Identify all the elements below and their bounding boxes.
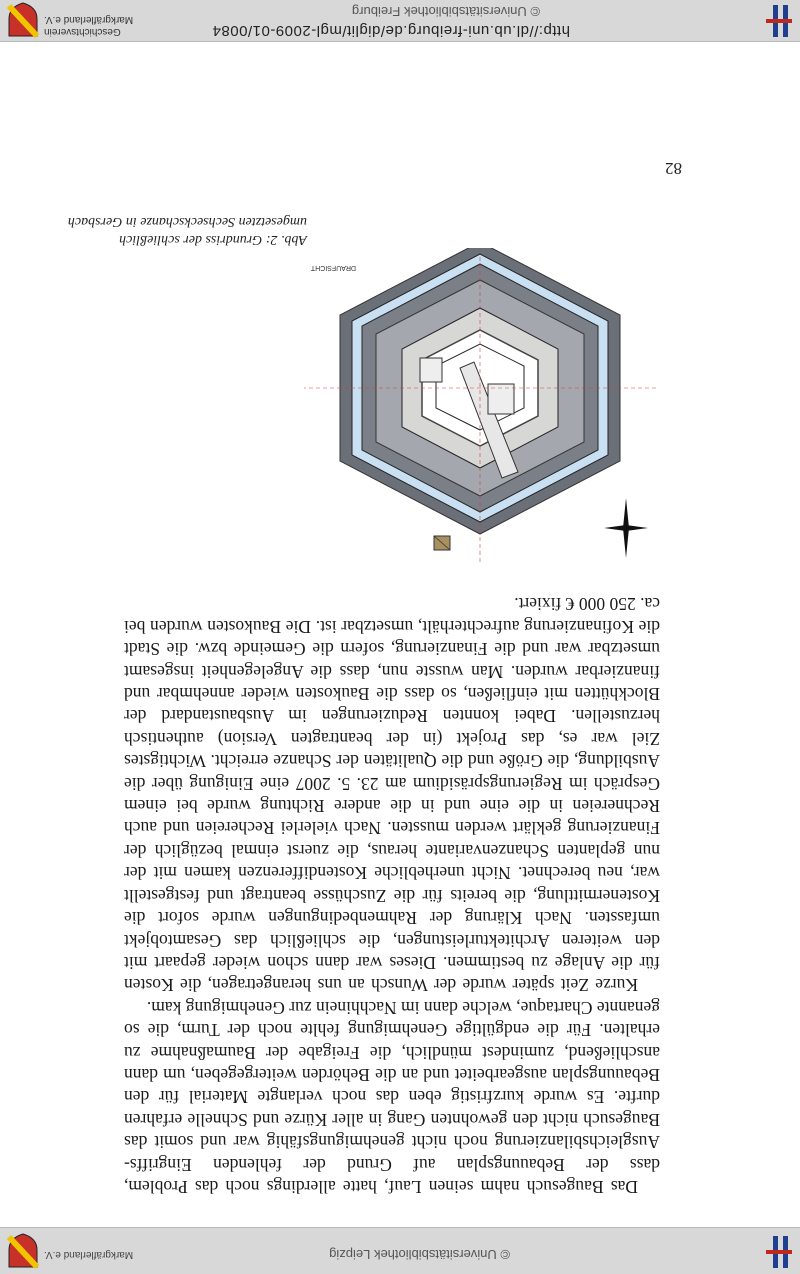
society-name-bottom: Geschichtsverein Markgräflerland e.V. [44, 14, 134, 37]
compass-icon [604, 498, 648, 558]
document-url[interactable]: http://dl.ub.uni-freiburg.de/diglit/mgl-2009-01/0084 [212, 22, 570, 39]
library-copyright-bottom: © Universitätsbibliothek Freiburg [351, 4, 540, 19]
university-library-logo-icon [756, 1, 796, 41]
university-library-logo-icon [756, 1232, 796, 1272]
figure-caption: Abb. 2: Grundriss der schließlich umgesetzten Sechseckschanze in Gersbach [67, 214, 307, 247]
society-crest-icon [6, 1232, 40, 1270]
body-text [124, 593, 660, 1198]
library-footer-bar [0, 0, 800, 42]
page-number: 82 [665, 159, 682, 178]
plan-label: DRAUFSICHT [310, 264, 356, 271]
scale-legend-icon [434, 536, 450, 550]
paragraph-2: Kurze Zeit später wurde der Wunsch an uns herangetragen, die Kosten für die Anlage zu bestimmen. Dieses war dann schon wieder gepaart mit den weiteren Architekturleistungen, die schließlich das Gesamtobjekt umfassten. Nach Klärung der Rahmenbedingungen wurde sofort die Kostenermittlung, die bereits für die Zuschüsse beantragt und festgestellt war, neu berechnet. Nicht unerhebliche Kostendifferenzen kamen mit der nun geplanten Schanzenvariante heraus, die zuerst einmal bezüglich der Finanzierung geklärt werden mussten. Nach vielerlei Rechereien und auch Rechnereien in die eine und in die andere Richtung wurde bei einem Gespräch im Regierungspräsidium am 23. 5. 2007 eine Einigung über die Ausbildung, die Größe und die Qualitäten der Schanze erreicht. Wichtigstes Ziel war es, das Projekt (in der beantragten Version) authentisch herzustellen. Dabei konnten Reduzierungen im Ausbaustandard der Blockhütten mit einfließen, so dass die Baukosten wieder annehmbar und finanzierbar wurden. Man wusste nun, dass die Angelegenheit insgesamt umsetzbar war und die Finanzierung, sofern die Gemeinde bzw. die Stadt die Kofinanzierung aufrechterhält, umsetzbar ist. Die Baukosten wurden bei ca. 250 000 € fixiert. [124, 594, 660, 996]
library-header-bar [0, 1227, 800, 1274]
society-crest-icon [6, 1, 40, 39]
hexagon-fort-plan [300, 248, 660, 568]
society-name-top: Markgräflerland e.V. [44, 1249, 134, 1260]
library-copyright-top: © Universitätsbibliothek Leipzig [329, 1247, 510, 1262]
paragraph-1: Das Baugesuch nahm seinen Lauf, hatte allerdings noch das Problem, dass der Bebauungsplan auf Grund der fehlenden Eingriffs-Ausgleichsbilanzierung noch nicht genehmigungsfähig war und somit das Baugesuch nicht den gewohnten Gang in aller Kürze und Schnelle erfahren durfte. Es wurde kurzfristig eben das noch verlangte Material für den Bebauungsplan ausgearbeitet und an die Behörden weitergegeben, um dann anschließend, zumindest mündlich, die Freigabe der Baumaßnahme zu erhalten. Für die endgültige Genehmigung fehlte noch der Turm, die so genannte Chartaque, welche dann im Nachhinein zur Genehmigung kam. [124, 997, 660, 1197]
